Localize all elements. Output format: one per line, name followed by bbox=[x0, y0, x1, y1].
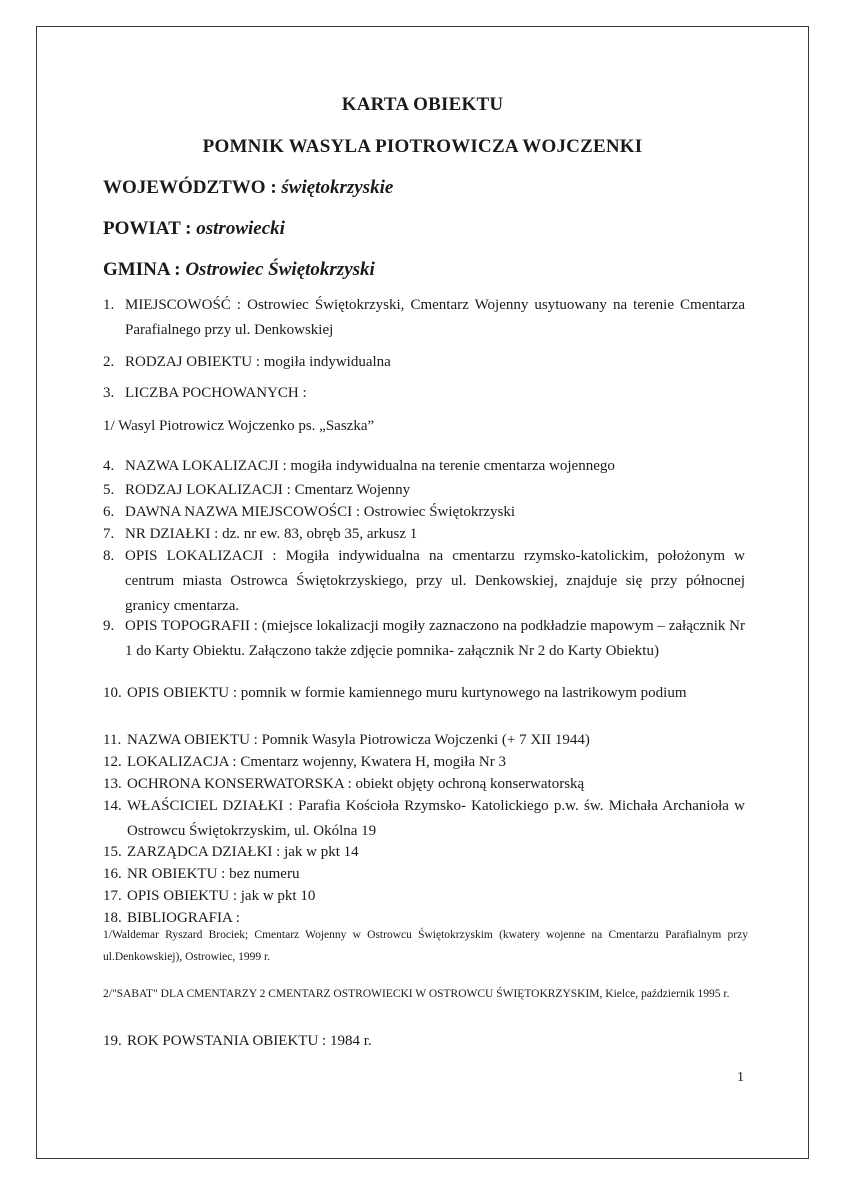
gmina-label: GMINA : bbox=[103, 259, 186, 280]
item-text: LOKALIZACJA : Cmentarz wojenny, Kwatera H, mogiła Nr 3 bbox=[127, 754, 506, 770]
wojewodztwo-line bbox=[103, 177, 393, 199]
item-text: NR OBIEKTU : bez numeru bbox=[127, 866, 300, 882]
gmina-value: Ostrowiec Świętokrzyski bbox=[185, 259, 375, 280]
item-number: 9. bbox=[103, 618, 115, 634]
powiat-value: ostrowiecki bbox=[196, 218, 285, 239]
document-title: KARTA OBIEKTU bbox=[341, 94, 504, 115]
list-item bbox=[103, 454, 745, 479]
list-item bbox=[103, 1029, 745, 1054]
item-text: BIBLIOGRAFIA : bbox=[127, 910, 240, 926]
item-number: 18. bbox=[103, 910, 122, 926]
item-text: MIEJSCOWOŚĆ : Ostrowiec Świętokrzyski, Cmentarz Wojenny usytuowany na terenie Cmentarza Parafialnego przy ul. Denkowskiej bbox=[125, 297, 745, 338]
wojewodztwo-value: świętokrzyskie bbox=[281, 177, 394, 198]
item-text: OPIS OBIEKTU : pomnik w formie kamiennego muru kurtynowego na lastrikowym podium bbox=[127, 685, 687, 701]
list-item bbox=[103, 350, 745, 375]
bibliography-entry: 1/Waldemar Ryszard Brociek; Cmentarz Wojenny w Ostrowcu Świętokrzyskim (kwatery wojenne na Cmentarzu Parafialnym przy ul.Denkowskiej), Ostrowiec, 1999 r. bbox=[103, 929, 748, 963]
item-text: ZARZĄDCA DZIAŁKI : jak w pkt 14 bbox=[127, 844, 359, 860]
gmina-line bbox=[103, 259, 375, 281]
list-item bbox=[103, 681, 745, 706]
item-number: 17. bbox=[103, 888, 122, 904]
item-number: 14. bbox=[103, 798, 122, 814]
item-number: 8. bbox=[103, 548, 115, 564]
list-item bbox=[103, 614, 745, 664]
page-number: 1 bbox=[737, 1070, 744, 1085]
item-text: LICZBA POCHOWANYCH : bbox=[125, 385, 307, 401]
item-text: OPIS TOPOGRAFII : (miejsce lokalizacji mogiły zaznaczono na podkładzie mapowym – załącznik Nr 1 do Karty Obiektu. Załączono także zdjęcie pomnika- załącznik Nr 2 do Karty Obiektu) bbox=[125, 618, 745, 659]
list-item bbox=[103, 381, 745, 406]
list-item bbox=[103, 544, 745, 619]
item-number: 11. bbox=[103, 732, 122, 748]
item-text: NR DZIAŁKI : dz. nr ew. 83, obręb 35, arkusz 1 bbox=[125, 526, 418, 542]
item-number: 12. bbox=[103, 754, 122, 770]
item-text: OCHRONA KONSERWATORSKA : obiekt objęty ochroną konserwatorską bbox=[127, 776, 585, 792]
powiat-line bbox=[103, 218, 285, 240]
wojewodztwo-label: WOJEWÓDZTWO : bbox=[103, 177, 282, 198]
item-text: OPIS OBIEKTU : jak w pkt 10 bbox=[127, 888, 316, 904]
list-item bbox=[103, 794, 745, 844]
list-item bbox=[103, 293, 745, 343]
item-text: WŁAŚCICIEL DZIAŁKI : Parafia Kościoła Rzymsko- Katolickiego p.w. św. Michała Archanioła w Ostrowcu Świętokrzyskim, ul. Okólna 19 bbox=[127, 798, 745, 839]
buried-person: 1/ Wasyl Piotrowicz Wojczenko ps. „Saszka” bbox=[103, 418, 375, 434]
item-number: 16. bbox=[103, 866, 122, 882]
item-text: RODZAJ OBIEKTU : mogiła indywidualna bbox=[125, 354, 391, 370]
item-number: 7. bbox=[103, 526, 115, 542]
item-number: 19. bbox=[103, 1033, 122, 1049]
item-text: ROK POWSTANIA OBIEKTU : 1984 r. bbox=[127, 1033, 372, 1049]
item-number: 13. bbox=[103, 776, 122, 792]
item-text: RODZAJ LOKALIZACJI : Cmentarz Wojenny bbox=[125, 482, 411, 498]
powiat-label: POWIAT : bbox=[103, 218, 197, 239]
item-text: NAZWA LOKALIZACJI : mogiła indywidualna na terenie cmentarza wojennego bbox=[125, 458, 615, 474]
item-text: OPIS LOKALIZACJI : Mogiła indywidualna na cmentarzu rzymsko-katolickim, położonym w centrum miasta Ostrowca Świętokrzyskiego, przy ul. Denkowskiej, znajduje się przy północnej granicy cmentarza. bbox=[125, 548, 745, 614]
item-number: 1. bbox=[103, 297, 115, 313]
item-number: 10. bbox=[103, 685, 122, 701]
bibliography-entry: 2/"SABAT" DLA CMENTARZY 2 CMENTARZ OSTROWIECKI W OSTROWCU ŚWIĘTOKRZYSKIM, Kielce, październik 1995 r. bbox=[103, 988, 730, 1000]
item-number: 6. bbox=[103, 504, 115, 520]
document-subtitle: POMNIK WASYLA PIOTROWICZA WOJCZENKI bbox=[202, 136, 643, 157]
item-number: 4. bbox=[103, 458, 115, 474]
item-number: 5. bbox=[103, 482, 115, 498]
item-number: 15. bbox=[103, 844, 122, 860]
item-number: 2. bbox=[103, 354, 115, 370]
item-number: 3. bbox=[103, 385, 115, 401]
item-text: NAZWA OBIEKTU : Pomnik Wasyla Piotrowicza Wojczenki (+ 7 XII 1944) bbox=[127, 732, 590, 748]
item-text: DAWNA NAZWA MIEJSCOWOŚCI : Ostrowiec Świętokrzyski bbox=[125, 504, 516, 520]
